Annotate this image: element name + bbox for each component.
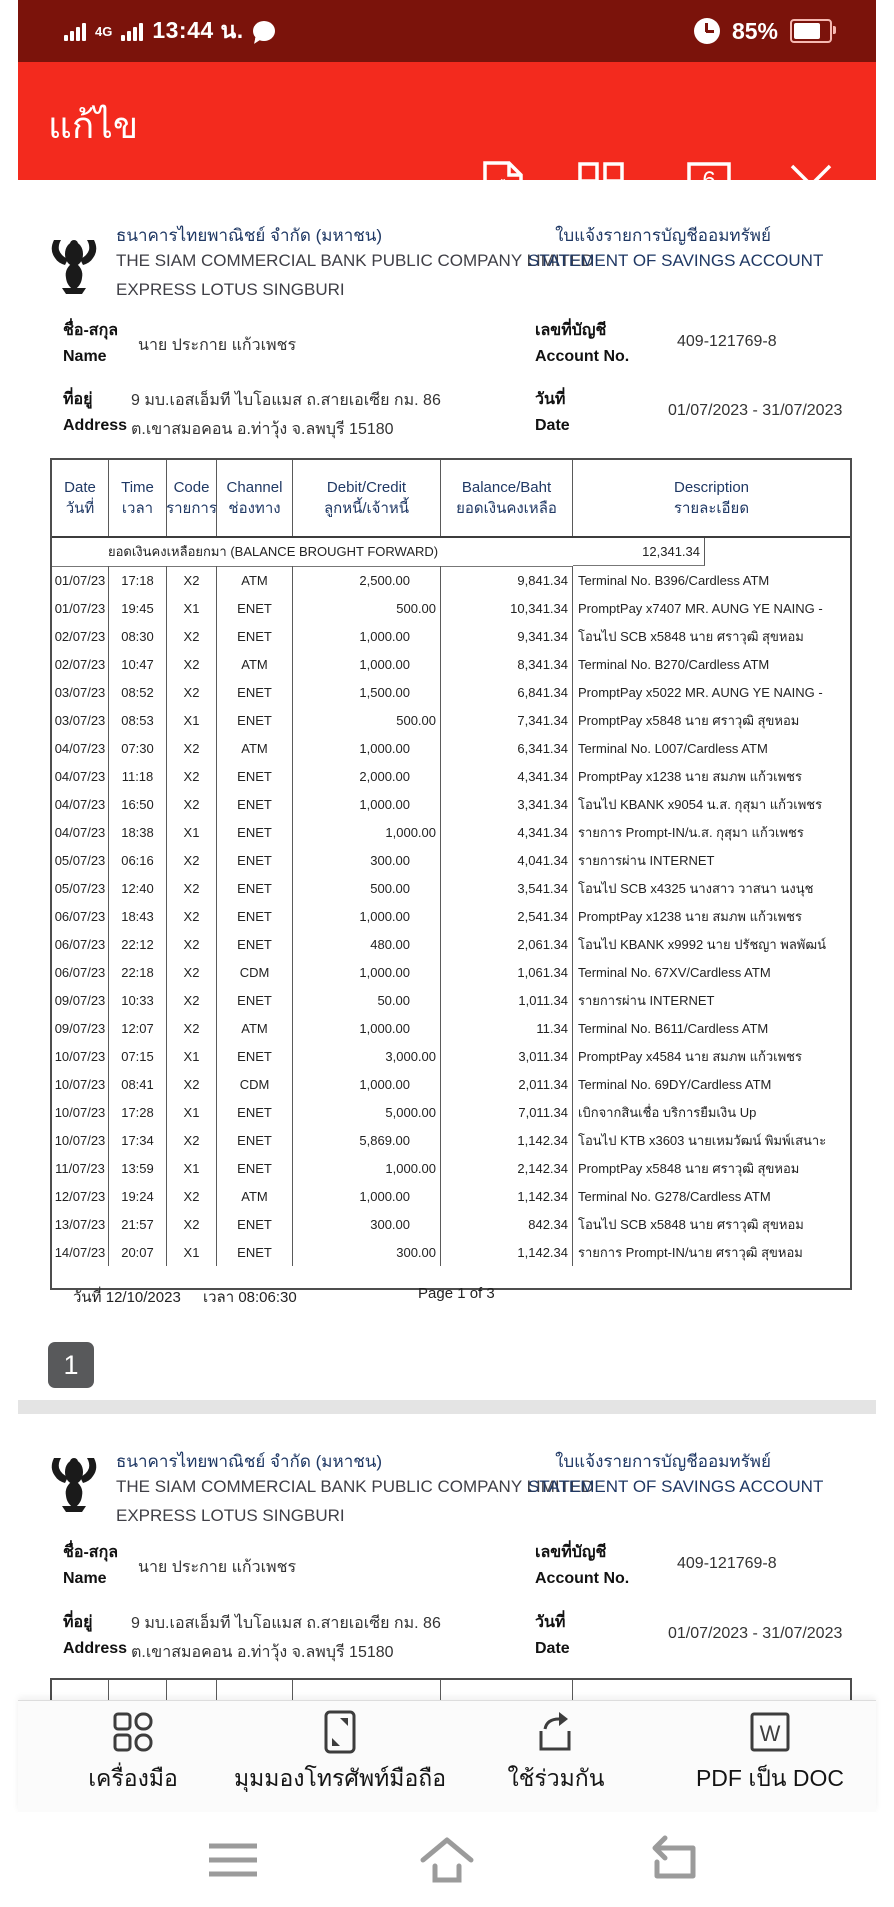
table-row: 04/07/23 16:50 X2 ENET 1,000.00 3,341.34 โอนไป KBANK x9054 น.ส. กุสุมา แก้วเพชร: [52, 790, 850, 818]
screen: [18, 0, 876, 1907]
table-row: 02/07/23 10:47 X2 ATM 1,000.00 8,341.34 Terminal No. B270/Cardless ATM: [52, 650, 850, 678]
col-description: Description รายละเอียด: [673, 479, 750, 517]
branch-name: EXPRESS LOTUS SINGBURI: [116, 1506, 345, 1525]
table-row: 04/07/23 11:18 X2 ENET 2,000.00 4,341.34 PromptPay x1238 นาย สมภพ แก้วเพชร: [52, 762, 850, 790]
battery-icon: [790, 19, 832, 43]
message-bubble-icon: [253, 21, 275, 41]
col-time: Time เวลา: [109, 460, 167, 536]
bf-balance: 12,341.34: [573, 538, 705, 566]
tools-grid-icon: [111, 1709, 155, 1755]
battery-percent: 85%: [731, 17, 778, 44]
bank-logo: [48, 1456, 100, 1514]
account-label-th: เลขที่บัญชี: [535, 322, 607, 339]
back-button[interactable]: [643, 1834, 707, 1886]
address-label-th: ที่อยู่: [63, 391, 93, 408]
date-label-th: วันที่: [535, 1614, 566, 1631]
alarm-clock-icon: [694, 18, 720, 44]
signal-strength-icon-2: [121, 21, 143, 41]
table-row: 02/07/23 08:30 X2 ENET 1,000.00 9,341.34 โอนไป SCB x5848 นาย ศราวุฒิ สุขหอม: [52, 622, 850, 650]
table-row: 03/07/23 08:53 X1 ENET 500.00 7,341.34 PromptPay x5848 นาย ศราวุฒิ สุขหอม: [52, 706, 850, 734]
name-value: นาย ประกาย แก้วเพชร: [138, 337, 297, 354]
transactions-table: [50, 458, 852, 1290]
home-button[interactable]: [415, 1834, 479, 1886]
statement-title-th: ใบแจ้งรายการบัญชีออมทรัพย์: [555, 1452, 771, 1471]
account-label-en: Account No.: [535, 348, 630, 365]
table-row: 10/07/23 17:34 X2 ENET 5,869.00 1,142.34 โอนไป KTB x3603 นายเหมวัฒน์ พิมพ์เสนาะ: [52, 1126, 850, 1154]
pdf-to-doc-label: PDF เป็น DOC: [695, 1765, 845, 1791]
app-header: [18, 62, 876, 180]
col-code: Code รายการ: [167, 460, 217, 536]
table-row: 13/07/23 21:57 X2 ENET 300.00 842.34 โอนไป SCB x5848 นาย ศราวุฒิ สุขหอม: [52, 1210, 850, 1238]
bottom-toolbar: [18, 1700, 876, 1813]
pdf-to-doc-icon: [748, 1709, 792, 1755]
name-label-en: Name: [63, 1570, 107, 1587]
print-date: วันที่ 12/10/2023: [73, 1289, 181, 1306]
signal-strength-icon: [64, 21, 86, 41]
date-range-value: 01/07/2023 - 31/07/2023: [668, 1625, 843, 1642]
bank-name-th: ธนาคารไทยพาณิชย์ จำกัด (มหาชน): [116, 1452, 383, 1471]
balance-brought-forward-row: [52, 538, 850, 566]
bank-logo: [48, 238, 100, 296]
name-label-th: ชื่อ-สกุล: [63, 322, 119, 339]
address-line1: 9 มบ.เอสเอ็มที ไบโอแมส ถ.สายเอเซีย กม. 86: [131, 1615, 441, 1632]
address-label-th: ที่อยู่: [63, 1614, 93, 1631]
name-value: นาย ประกาย แก้วเพชร: [138, 1559, 297, 1576]
mobile-view-icon: [323, 1709, 357, 1755]
page-number-badge[interactable]: 1: [48, 1342, 94, 1388]
edit-mode-title: แก้ไข: [48, 105, 139, 146]
table-row: 04/07/23 18:38 X1 ENET 1,000.00 4,341.34 รายการ Prompt-IN/น.ส. กุสุมา แก้วเพชร: [52, 818, 850, 846]
table-row: 09/07/23 10:33 X2 ENET 50.00 1,011.34 รายการผ่าน INTERNET: [52, 986, 850, 1014]
table-row: 03/07/23 08:52 X2 ENET 1,500.00 6,841.34 PromptPay x5022 MR. AUNG YE NAING -: [52, 678, 850, 706]
tools-label: เครื่องมือ: [88, 1765, 178, 1791]
status-bar: [18, 0, 876, 62]
date-label-en: Date: [535, 417, 570, 434]
account-label-en: Account No.: [535, 1570, 630, 1587]
col-date: Date วันที่: [52, 460, 109, 536]
table-body: [52, 566, 850, 1266]
table-header-row: [52, 460, 850, 538]
document-page-1[interactable]: [18, 180, 876, 1400]
col-balance: Balance/Baht ยอดเงินคงเหลือ: [441, 460, 573, 536]
bank-name-en: THE SIAM COMMERCIAL BANK PUBLIC COMPANY LIMITED: [116, 251, 594, 270]
table-row: 11/07/23 13:59 X1 ENET 1,000.00 2,142.34 PromptPay x5848 นาย ศราวุฒิ สุขหอม: [52, 1154, 850, 1182]
page-info: Page 1 of 3: [418, 1285, 495, 1302]
address-line1: 9 มบ.เอสเอ็มที ไบโอแมส ถ.สายเอเซีย กม. 86: [131, 392, 441, 409]
network-type-label: 4G: [95, 23, 113, 39]
page-separator: [18, 1400, 876, 1414]
clock-time: 13:44 น.: [152, 17, 244, 43]
bf-label: ยอดเงินคงเหลือยกมา (BALANCE BROUGHT FORWARD): [52, 538, 573, 567]
account-value: 409-121769-8: [677, 333, 777, 350]
date-label-th: วันที่: [535, 391, 566, 408]
table-row: 14/07/23 20:07 X1 ENET 300.00 1,142.34 รายการ Prompt-IN/นาย ศราวุฒิ สุขหอม: [52, 1238, 850, 1266]
address-line2: ต.เขาสมอคอน อ.ท่าวุ้ง จ.ลพบุรี 15180: [131, 421, 394, 438]
statement-title-th: ใบแจ้งรายการบัญชีออมทรัพย์: [555, 226, 771, 245]
table-row: 01/07/23 17:18 X2 ATM 2,500.00 9,841.34 Terminal No. B396/Cardless ATM: [52, 566, 850, 594]
address-label-en: Address: [63, 417, 128, 434]
bank-name-th: ธนาคารไทยพาณิชย์ จำกัด (มหาชน): [116, 226, 383, 245]
table-row: 04/07/23 07:30 X2 ATM 1,000.00 6,341.34 Terminal No. L007/Cardless ATM: [52, 734, 850, 762]
svg-text:W: W: [759, 1721, 781, 1746]
col-channel: Channel ช่องทาง: [217, 460, 293, 536]
print-time: เวลา 08:06:30: [203, 1289, 297, 1306]
branch-name: EXPRESS LOTUS SINGBURI: [116, 280, 345, 299]
menu-button[interactable]: [201, 1834, 265, 1886]
table-row: 10/07/23 07:15 X1 ENET 3,000.00 3,011.34 PromptPay x4584 นาย สมภพ แก้วเพชร: [52, 1042, 850, 1070]
share-icon: [533, 1709, 579, 1755]
android-nav-bar: [18, 1812, 876, 1907]
table-row: 06/07/23 18:43 X2 ENET 1,000.00 2,541.34 PromptPay x1238 นาย สมภพ แก้วเพชร: [52, 902, 850, 930]
date-range-value: 01/07/2023 - 31/07/2023: [668, 402, 843, 419]
statement-title-en: STATEMENT OF SAVINGS ACCOUNT: [528, 1477, 824, 1496]
bank-name-en: THE SIAM COMMERCIAL BANK PUBLIC COMPANY LIMITED: [116, 1477, 594, 1496]
table-row: 05/07/23 12:40 X2 ENET 500.00 3,541.34 โอนไป SCB x4325 นางสาว วาสนา นงนุช: [52, 874, 850, 902]
account-label-th: เลขที่บัญชี: [535, 1544, 607, 1561]
table-row: 12/07/23 19:24 X2 ATM 1,000.00 1,142.34 Terminal No. G278/Cardless ATM: [52, 1182, 850, 1210]
table-row: 09/07/23 12:07 X2 ATM 1,000.00 11.34 Terminal No. B611/Cardless ATM: [52, 1014, 850, 1042]
col-debit-credit: Debit/Credit ลูกหนี้/เจ้าหนี้: [293, 460, 441, 536]
table-row: 01/07/23 19:45 X1 ENET 500.00 10,341.34 PromptPay x7407 MR. AUNG YE NAING -: [52, 594, 850, 622]
address-line2: ต.เขาสมอคอน อ.ท่าวุ้ง จ.ลพบุรี 15180: [131, 1644, 394, 1661]
share-label: ใช้ร่วมกัน: [507, 1765, 605, 1791]
table-row: 10/07/23 08:41 X2 CDM 1,000.00 2,011.34 Terminal No. 69DY/Cardless ATM: [52, 1070, 850, 1098]
table-row: 05/07/23 06:16 X2 ENET 300.00 4,041.34 รายการผ่าน INTERNET: [52, 846, 850, 874]
name-label-th: ชื่อ-สกุล: [63, 1544, 119, 1561]
name-label-en: Name: [63, 348, 107, 365]
pdf-to-doc-button[interactable]: [640, 1709, 894, 1797]
document-page-2[interactable]: [18, 1414, 876, 1700]
table-row: 10/07/23 17:28 X1 ENET 5,000.00 7,011.34 เบิกจากสินเชื่อ บริการยืมเงิน Up: [52, 1098, 850, 1126]
statement-title-en: STATEMENT OF SAVINGS ACCOUNT: [528, 251, 824, 270]
mobile-view-label: มุมมองโทรศัพท์มือถือ: [233, 1765, 447, 1791]
table-row: 06/07/23 22:12 X2 ENET 480.00 2,061.34 โอนไป KBANK x9992 นาย ปรัชญา พลพัฒน์: [52, 930, 850, 958]
account-value: 409-121769-8: [677, 1555, 777, 1572]
date-label-en: Date: [535, 1640, 570, 1657]
address-label-en: Address: [63, 1640, 128, 1657]
table-row: 06/07/23 22:18 X2 CDM 1,000.00 1,061.34 Terminal No. 67XV/Cardless ATM: [52, 958, 850, 986]
